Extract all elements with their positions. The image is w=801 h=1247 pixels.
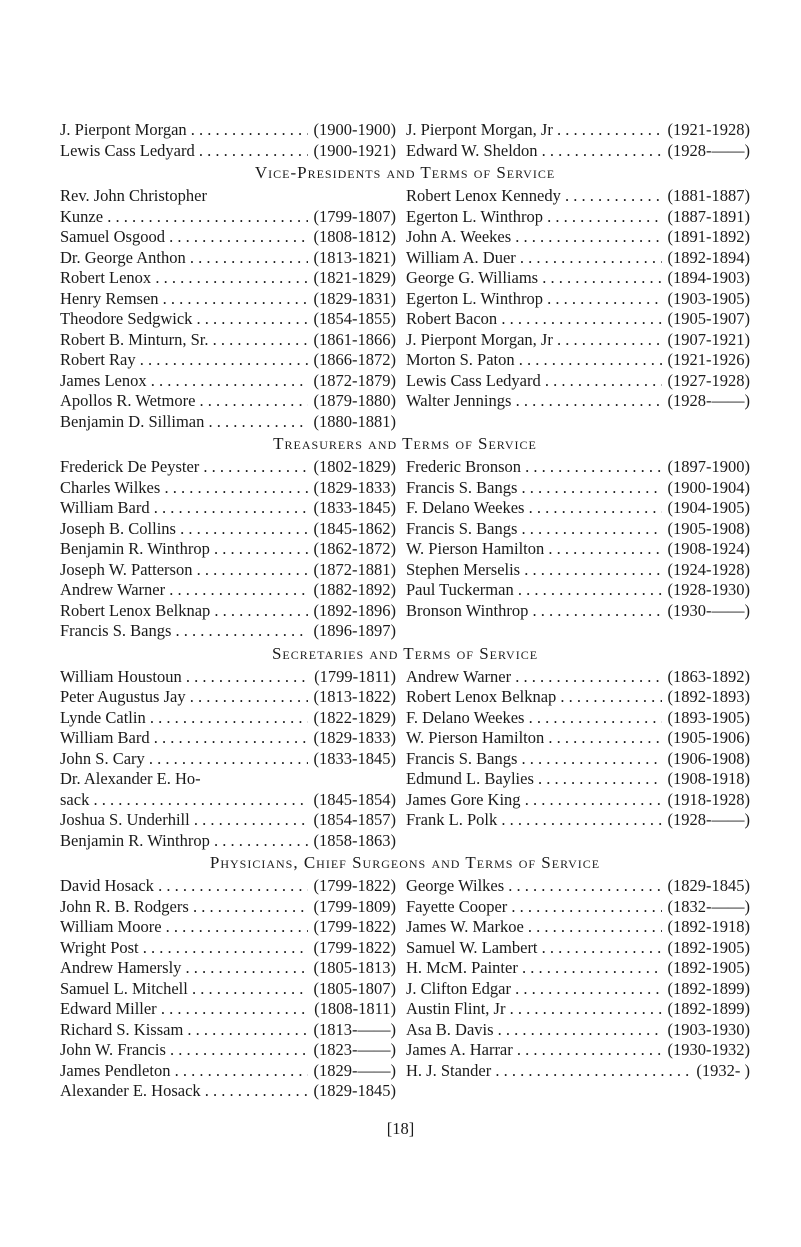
entry-term: (1892-1918) xyxy=(667,917,750,936)
roster-entry xyxy=(60,958,396,979)
entry-term: (1854-1855) xyxy=(313,309,396,328)
entry-name: Edmund L. Baylies . . . xyxy=(406,769,662,790)
entry-name: William Bard . . . xyxy=(60,498,308,519)
roster-entry xyxy=(60,1040,396,1061)
entry-term: (1907-1921) xyxy=(667,329,750,349)
entry-name: sack . . . xyxy=(60,790,308,811)
entry-name: Egerton L. Winthrop . . . xyxy=(406,207,662,228)
roster-entry xyxy=(60,227,396,248)
entry-term: (1854-1857) xyxy=(313,810,396,829)
physicians-right-column xyxy=(406,876,750,1102)
entry-name: James Gore King . . . xyxy=(406,790,662,811)
entry-name: Lewis Cass Ledyard . . . xyxy=(60,141,308,162)
roster-entry xyxy=(60,498,396,519)
roster-entry xyxy=(60,708,396,729)
roster-entry xyxy=(406,478,750,499)
roster-entry xyxy=(406,958,750,979)
roster-entry xyxy=(406,207,750,228)
entry-term: (1896-1897) xyxy=(313,621,396,640)
entry-name: Alexander E. Hosack . . . xyxy=(60,1081,308,1102)
entry-term: (1799-1807) xyxy=(313,206,396,226)
entry-name: Dr. Alexander E. Ho- xyxy=(60,769,201,788)
roster-entry xyxy=(60,999,396,1020)
entry-term: (1892-1894) xyxy=(667,247,750,267)
roster-entry xyxy=(60,876,396,897)
roster-entry xyxy=(406,1040,750,1061)
vice-presidents-right-column xyxy=(406,186,750,432)
roster-entry xyxy=(406,1020,750,1041)
entry-name: F. Delano Weekes . . . xyxy=(406,498,662,519)
entry-term: (1829-1831) xyxy=(313,288,396,308)
entry-term: (1897-1900) xyxy=(667,457,750,476)
entry-term: (1928-——) xyxy=(667,140,750,160)
entry-term: (1928-——) xyxy=(667,810,750,829)
roster-entry xyxy=(60,749,396,770)
roster-entry xyxy=(406,1061,750,1082)
entry-name: James W. Markoe . . . xyxy=(406,917,662,938)
entry-term: (1882-1892) xyxy=(313,580,396,599)
entry-name: James Lenox . . . xyxy=(60,371,308,392)
roster-entry xyxy=(60,810,396,831)
entry-term: (1813-1822) xyxy=(313,687,396,706)
roster-entry xyxy=(406,227,750,248)
entry-term: (1808-1812) xyxy=(313,227,396,246)
roster-entry xyxy=(406,248,750,269)
entry-term: (1903-1905) xyxy=(667,288,750,308)
entry-name: Morton S. Paton . . . xyxy=(406,350,662,371)
roster-entry xyxy=(406,769,750,790)
entry-name: Andrew Warner . . . xyxy=(406,667,662,688)
entry-term: (1829-——) xyxy=(313,1060,396,1080)
entry-name: W. Pierson Hamilton . . . xyxy=(406,539,662,560)
entry-name: Asa B. Davis . . . xyxy=(406,1020,662,1041)
entry-name: Robert B. Minturn, Sr. . . . xyxy=(60,330,308,351)
entry-name: Joshua S. Underhill . . . xyxy=(60,810,308,831)
entry-term xyxy=(390,186,396,207)
roster-entry xyxy=(406,580,750,601)
secretaries-left-column xyxy=(60,667,396,852)
entry-name: Benjamin R. Winthrop . . . xyxy=(60,831,308,852)
entry-term: (1799-1822) xyxy=(313,876,396,895)
entry-term xyxy=(390,769,396,790)
page-number: [18] xyxy=(386,1119,415,1138)
roster-entry xyxy=(60,580,396,601)
entry-term: (1905-1906) xyxy=(667,728,750,747)
entry-term: (1924-1928) xyxy=(667,559,750,579)
roster-entry xyxy=(406,897,750,918)
secretaries-heading: Secretaries and Terms of Service xyxy=(271,643,539,663)
roster-entry xyxy=(60,1081,396,1102)
entry-name: Robert Lenox Belknap . . . xyxy=(60,601,308,622)
entry-term: (1813-——) xyxy=(313,1019,396,1039)
entry-term: (1921-1926) xyxy=(667,350,750,369)
entry-term: (1905-1908) xyxy=(667,518,750,538)
entry-name: Frederic Bronson . . . xyxy=(406,457,662,478)
entry-term: (1805-1807) xyxy=(313,978,396,998)
entry-term: (1893-1905) xyxy=(667,707,750,727)
entry-name: Samuel Osgood . . . xyxy=(60,227,308,248)
roster-entry xyxy=(60,248,396,269)
vice-presidents-section xyxy=(60,186,750,432)
roster-entry xyxy=(406,917,750,938)
entry-name: F. Delano Weekes . . . xyxy=(406,708,662,729)
roster-entry xyxy=(60,350,396,371)
entry-term: (1903-1930) xyxy=(667,1019,750,1039)
roster-entry xyxy=(60,207,396,228)
roster-entry xyxy=(406,391,750,412)
entry-term: (1905-1907) xyxy=(667,309,750,328)
roster-entry xyxy=(60,728,396,749)
roster-entry xyxy=(60,457,396,478)
treasurers-left-column xyxy=(60,457,396,642)
roster-entry xyxy=(60,831,396,852)
entry-term: (1932- ) xyxy=(696,1060,750,1080)
entry-name: Robert Bacon . . . xyxy=(406,309,662,330)
roster-entry xyxy=(406,979,750,1000)
roster-entry xyxy=(60,979,396,1000)
entry-name: Benjamin D. Silliman . . . xyxy=(60,412,308,433)
entry-name: Andrew Hamersly . . . xyxy=(60,958,308,979)
entry-name: Theodore Sedgwick . . . xyxy=(60,309,308,330)
entry-name: Joseph W. Patterson . . . xyxy=(60,560,308,581)
entry-name: Francis S. Bangs . . . xyxy=(406,749,662,770)
presidents-tail xyxy=(60,120,750,161)
entry-name: W. Pierson Hamilton . . . xyxy=(406,728,662,749)
entry-name: Robert Lenox Belknap . . . xyxy=(406,687,662,708)
roster-entry xyxy=(406,667,750,688)
entry-term: (1892-1893) xyxy=(667,687,750,706)
roster-entry xyxy=(406,999,750,1020)
entry-name: John W. Francis . . . xyxy=(60,1040,308,1061)
roster-entry xyxy=(406,309,750,330)
entry-term: (1921-1928) xyxy=(667,120,750,139)
entry-term: (1799-1822) xyxy=(313,937,396,957)
roster-entry xyxy=(406,120,750,141)
entry-name: Austin Flint, Jr . . . xyxy=(406,999,662,1020)
roster-entry xyxy=(406,539,750,560)
entry-name: J. Clifton Edgar . . . xyxy=(406,979,662,1000)
roster-entry xyxy=(60,186,396,207)
entry-term: (1908-1918) xyxy=(667,769,750,788)
entry-name: Dr. George Anthon . . . xyxy=(60,248,308,269)
roster-entry xyxy=(406,519,750,540)
entry-term: (1829-1845) xyxy=(667,876,750,895)
entry-term: (1821-1829) xyxy=(313,268,396,287)
entry-term: (1823-——) xyxy=(313,1040,396,1059)
roster-entry xyxy=(60,519,396,540)
entry-name: James A. Harrar . . . xyxy=(406,1040,662,1061)
physicians-section xyxy=(60,876,750,1102)
entry-term: (1808-1811) xyxy=(314,999,396,1018)
entry-name: J. Pierpont Morgan . . . xyxy=(60,120,308,141)
entry-term: (1872-1879) xyxy=(313,370,396,390)
entry-term: (1832-——) xyxy=(667,896,750,916)
entry-name: John A. Weekes . . . xyxy=(406,227,662,248)
entry-term: (1892-1905) xyxy=(667,937,750,957)
entry-term: (1845-1862) xyxy=(313,518,396,538)
entry-name: Frederick De Peyster . . . xyxy=(60,457,308,478)
entry-term: (1930-1932) xyxy=(667,1040,750,1059)
entry-name: George G. Williams . . . xyxy=(406,268,662,289)
entry-name: Robert Ray . . . xyxy=(60,350,308,371)
entry-name: Joseph B. Collins . . . xyxy=(60,519,308,540)
treasurers-right-column xyxy=(406,457,750,642)
entry-term: (1845-1854) xyxy=(313,789,396,809)
entry-name: Richard S. Kissam . . . xyxy=(60,1020,308,1041)
roster-entry xyxy=(406,728,750,749)
entry-name: Edward W. Sheldon . . . xyxy=(406,141,662,162)
roster-entry xyxy=(406,330,750,351)
entry-term: (1833-1845) xyxy=(313,748,396,768)
entry-name: Apollos R. Wetmore . . . xyxy=(60,391,308,412)
entry-term: (1879-1880) xyxy=(313,391,396,410)
entry-term: (1858-1863) xyxy=(313,830,396,850)
entry-name: William Moore . . . xyxy=(60,917,308,938)
entry-term: (1813-1821) xyxy=(313,247,396,267)
entry-name: Wright Post . . . xyxy=(60,938,308,959)
roster-entry xyxy=(60,330,396,351)
entry-term: (1892-1899) xyxy=(667,999,750,1018)
roster-entry xyxy=(406,289,750,310)
entry-term: (1904-1905) xyxy=(667,498,750,517)
entry-term: (1872-1881) xyxy=(313,559,396,579)
entry-term: (1887-1891) xyxy=(667,206,750,226)
entry-term: (1918-1928) xyxy=(667,789,750,809)
entry-term: (1930-——) xyxy=(667,600,750,620)
entry-term: (1928-1930) xyxy=(667,580,750,599)
entry-name: Samuel L. Mitchell . . . xyxy=(60,979,308,1000)
roster-entry xyxy=(60,141,396,162)
entry-term: (1822-1829) xyxy=(313,707,396,727)
entry-term: (1891-1892) xyxy=(667,227,750,246)
presidents-left-column xyxy=(60,120,396,161)
entry-name: Lynde Catlin . . . xyxy=(60,708,308,729)
roster-entry xyxy=(60,938,396,959)
roster-entry xyxy=(60,687,396,708)
entry-name: Egerton L. Winthrop . . . xyxy=(406,289,662,310)
roster-entry xyxy=(406,749,750,770)
roster-entry xyxy=(60,412,396,433)
entry-term: (1863-1892) xyxy=(667,666,750,686)
secretaries-right-column xyxy=(406,667,750,852)
entry-term: (1900-1921) xyxy=(313,140,396,160)
entry-term: (1799-1822) xyxy=(313,917,396,936)
roster-entry xyxy=(60,268,396,289)
vice-presidents-left-column xyxy=(60,186,396,432)
entry-name: Samuel W. Lambert . . . xyxy=(406,938,662,959)
roster-entry xyxy=(60,539,396,560)
roster-entry xyxy=(406,560,750,581)
entry-term: (1802-1829) xyxy=(313,457,396,476)
entry-name: Frank L. Polk . . . xyxy=(406,810,662,831)
roster-entry xyxy=(60,769,396,790)
entry-term: (1892-1899) xyxy=(667,978,750,998)
entry-term: (1833-1845) xyxy=(313,498,396,517)
entry-name: Francis S. Bangs . . . xyxy=(60,621,308,642)
entry-name: Fayette Cooper . . . xyxy=(406,897,662,918)
entry-name: Peter Augustus Jay . . . xyxy=(60,687,308,708)
entry-name: Andrew Warner . . . xyxy=(60,580,308,601)
roster-entry xyxy=(60,371,396,392)
entry-term: (1829-1833) xyxy=(313,477,396,497)
treasurers-section xyxy=(60,457,750,642)
entry-name: Paul Tuckerman . . . xyxy=(406,580,662,601)
presidents-right-column xyxy=(406,120,750,161)
entry-name: Edward Miller . . . xyxy=(60,999,308,1020)
entry-name: John S. Cary . . . xyxy=(60,749,308,770)
roster-entry xyxy=(60,917,396,938)
roster-entry xyxy=(406,350,750,371)
entry-name: John R. B. Rodgers . . . xyxy=(60,897,308,918)
entry-name: David Hosack . . . xyxy=(60,876,308,897)
entry-term: (1805-1813) xyxy=(313,958,396,977)
entry-name: J. Pierpont Morgan, Jr . . . xyxy=(406,330,662,351)
roster-entry xyxy=(60,667,396,688)
document-page xyxy=(60,120,750,1102)
entry-name: William Bard . . . xyxy=(60,728,308,749)
roster-entry xyxy=(60,120,396,141)
entry-name: Bronson Winthrop . . . xyxy=(406,601,662,622)
entry-term: (1881-1887) xyxy=(667,186,750,205)
physicians-heading: Physicians, Chief Surgeons and Terms of Service xyxy=(209,853,601,872)
entry-term: (1880-1881) xyxy=(313,411,396,431)
roster-entry xyxy=(406,141,750,162)
roster-entry xyxy=(406,601,750,622)
roster-entry xyxy=(60,560,396,581)
entry-name: William Houstoun . . . xyxy=(60,667,308,688)
roster-entry xyxy=(60,1020,396,1041)
entry-term: (1862-1872) xyxy=(313,539,396,558)
entry-name: Francis S. Bangs . . . xyxy=(406,519,662,540)
entry-name: William A. Duer . . . xyxy=(406,248,662,269)
roster-entry xyxy=(406,938,750,959)
roster-entry xyxy=(406,268,750,289)
entry-name: Rev. John Christopher xyxy=(60,186,207,205)
roster-entry xyxy=(60,289,396,310)
entry-term: (1927-1928) xyxy=(667,370,750,390)
secretaries-section xyxy=(60,667,750,852)
roster-entry xyxy=(406,457,750,478)
roster-entry xyxy=(60,790,396,811)
entry-name: H. J. Stander . . . xyxy=(406,1061,690,1082)
entry-name: Henry Remsen . . . xyxy=(60,289,308,310)
entry-term: (1861-1866) xyxy=(313,329,396,349)
entry-name: Kunze . . . xyxy=(60,207,308,228)
treasurers-heading: Treasurers and Terms of Service xyxy=(273,434,537,453)
roster-entry xyxy=(406,708,750,729)
vice-presidents-heading: Vice-Presidents and Terms of Service xyxy=(254,163,556,182)
entry-name: George Wilkes . . . xyxy=(406,876,662,897)
entry-name: James Pendleton . . . xyxy=(60,1061,308,1082)
roster-entry xyxy=(60,391,396,412)
entry-name: H. McM. Painter . . . xyxy=(406,958,662,979)
entry-term: (1908-1924) xyxy=(667,539,750,558)
roster-entry xyxy=(406,687,750,708)
entry-name: Robert Lenox . . . xyxy=(60,268,308,289)
roster-entry xyxy=(406,498,750,519)
roster-entry xyxy=(60,478,396,499)
entry-name: J. Pierpont Morgan, Jr . . . xyxy=(406,120,662,141)
entry-term: (1892-1896) xyxy=(313,600,396,620)
entry-name: Benjamin R. Winthrop . . . xyxy=(60,539,308,560)
roster-entry xyxy=(406,790,750,811)
entry-name: Walter Jennings . . . xyxy=(406,391,662,412)
entry-term: (1829-1845) xyxy=(313,1081,396,1100)
entry-term: (1894-1903) xyxy=(667,268,750,287)
entry-term: (1928-——) xyxy=(667,391,750,410)
entry-name: Francis S. Bangs . . . xyxy=(406,478,662,499)
roster-entry xyxy=(60,601,396,622)
entry-term: (1906-1908) xyxy=(667,748,750,768)
entry-term: (1799-1809) xyxy=(313,896,396,916)
entry-term: (1866-1872) xyxy=(313,350,396,369)
entry-term: (1892-1905) xyxy=(667,958,750,977)
roster-entry xyxy=(406,186,750,207)
roster-entry xyxy=(60,621,396,642)
entry-term: (1829-1833) xyxy=(313,728,396,747)
entry-name: Stephen Merselis . . . xyxy=(406,560,662,581)
roster-entry xyxy=(60,1061,396,1082)
entry-name: Robert Lenox Kennedy . . . xyxy=(406,186,662,207)
roster-entry xyxy=(60,309,396,330)
roster-entry xyxy=(406,876,750,897)
entry-name: Charles Wilkes . . . xyxy=(60,478,308,499)
roster-entry xyxy=(406,810,750,831)
entry-term: (1900-1900) xyxy=(313,120,396,139)
roster-entry xyxy=(60,897,396,918)
entry-term: (1900-1904) xyxy=(667,477,750,497)
entry-term: (1799-1811) xyxy=(314,666,396,686)
physicians-left-column xyxy=(60,876,396,1102)
entry-name: Lewis Cass Ledyard . . . xyxy=(406,371,662,392)
roster-entry xyxy=(406,371,750,392)
